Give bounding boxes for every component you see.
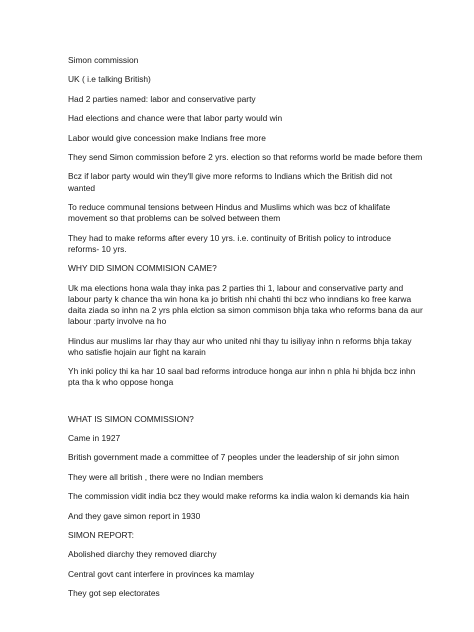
paragraph: Abolished diarchy they removed diarchy xyxy=(68,549,217,560)
text-line: Bcz if labor party would win they'll give more reforms to Indians which the British did not xyxy=(68,171,393,182)
paragraph xyxy=(68,336,428,358)
blank-line xyxy=(68,397,428,414)
paragraph: They send Simon commission before 2 yrs. election so that reforms world be made before them xyxy=(68,151,423,162)
text-line: daita ziada so inhn na 2 yrs phla elction sa simon commison bhja taka who reforms bana da aur xyxy=(68,304,423,315)
heading-simon-commission: Simon commission xyxy=(68,55,139,65)
paragraph: Came in 1927 xyxy=(68,433,121,444)
text-line: To reduce communal tensions between Hindus and Muslims which was bcz of khalifate xyxy=(68,201,391,212)
text-line: Yh inki policy thi ka har 10 saal bad reforms introduce honga aur inhn n phla hi bhjda bcz inhn xyxy=(68,366,416,377)
section-heading-what: WHAT IS SIMON COMMISSION? xyxy=(68,413,194,424)
paragraph: And they gave simon report in 1930 xyxy=(68,510,201,521)
paragraph xyxy=(68,202,428,224)
paragraph: UK ( i.e talking British) xyxy=(68,74,151,85)
paragraph xyxy=(68,171,428,193)
paragraph: British government made a committee of 7 peoples under the leadership of sir john simon xyxy=(68,452,399,463)
paragraph: Labor would give concession make Indians free more xyxy=(68,132,266,143)
text-line: They had to make reforms after every 10 yrs. i.e. continuity of British policy to introduce xyxy=(68,232,392,243)
document-body xyxy=(68,55,428,608)
paragraph xyxy=(68,283,428,328)
text-line: reforms- 10 yrs. xyxy=(68,243,127,254)
paragraph xyxy=(68,233,428,255)
text-line: labour party k chance tha win hona ka jo british nhi chahti thi bcz who inndians ko free karwa xyxy=(68,293,412,304)
text-line: who satisfie hojain aur fight na karain xyxy=(68,346,206,357)
paragraph: The commission vidit india bcz they would make reforms ka india walon ki demands kia hain xyxy=(68,491,410,502)
text-line: movement so that problems can be solved between them xyxy=(68,213,281,224)
paragraph: Had 2 parties named: labor and conservative party xyxy=(68,93,256,104)
text-line: Hindus aur muslims lar rhay thay aur who united nhi thay tu isiliyay inhn n reforms bhja takay xyxy=(68,335,412,346)
text-line: wanted xyxy=(68,182,96,193)
section-heading-report: SIMON REPORT: xyxy=(68,530,134,541)
text-line: labour :party involve na ho xyxy=(68,316,167,327)
paragraph: Had elections and chance were that labor party would win xyxy=(68,113,283,124)
paragraph: Central govt cant interfere in provinces ka mamlay xyxy=(68,568,255,579)
text-line: pta tha k who oppose honga xyxy=(68,377,174,388)
section-heading-why: WHY DID SIMON COMMISION CAME? xyxy=(68,263,217,274)
paragraph: They got sep electorates xyxy=(68,588,160,599)
paragraph xyxy=(68,366,428,388)
text-line: Uk ma elections hona wala thay inka pas 2 parties thi 1, labour and conservative party and xyxy=(68,282,404,293)
paragraph: They were all british , there were no Indian members xyxy=(68,471,264,482)
